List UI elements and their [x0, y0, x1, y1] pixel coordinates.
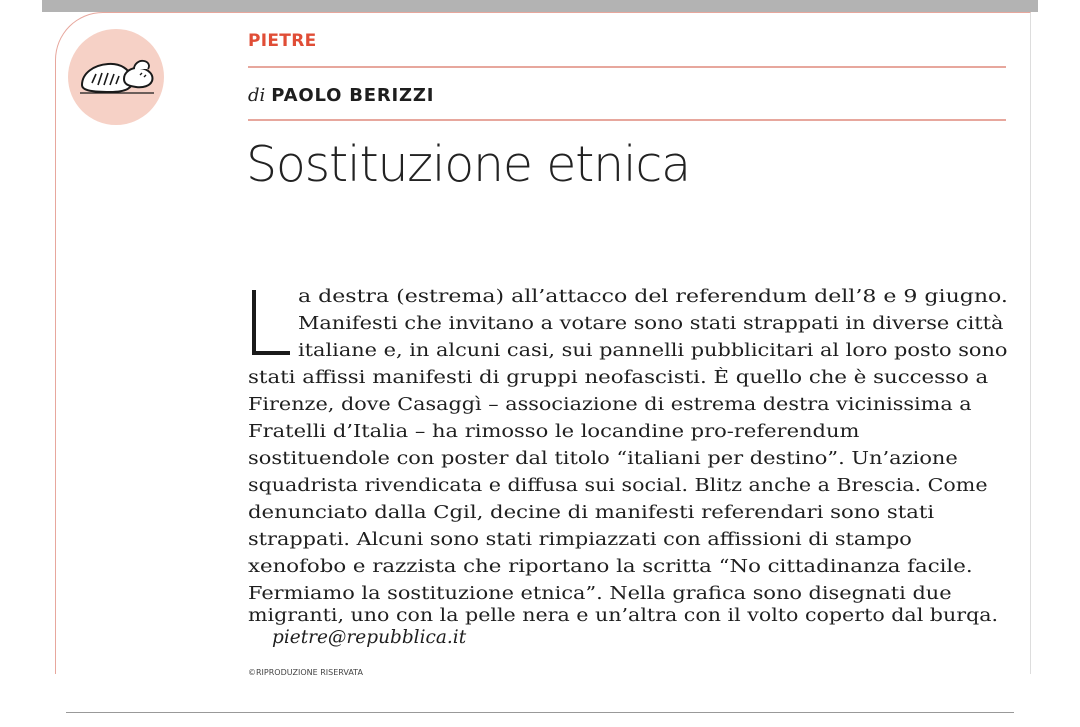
- stones-icon: [68, 29, 164, 125]
- byline-author: PAOLO BERIZZI: [271, 85, 435, 106]
- byline-divider: [248, 119, 1006, 121]
- section-rubric: PIETRE: [248, 31, 317, 51]
- body-line: Manifesti che invitano a votare sono stati strappati in diverse città: [298, 314, 1004, 334]
- copyright-notice: ©RIPRODUZIONE RISERVATA: [248, 668, 363, 677]
- byline: [248, 85, 434, 106]
- body-line: a destra (estrema) all’attacco del referendum dell’8 e 9 giugno.: [298, 287, 1008, 307]
- body-line: sostituendole con poster dal titolo “italiani per destino”. Un’azione: [248, 449, 958, 469]
- byline-prefix: di: [248, 85, 266, 106]
- top-bar: [42, 0, 1038, 12]
- body-line: denunciato dalla Cgil, decine di manifesti referendari sono stati: [248, 503, 935, 523]
- body-line: stati affissi manifesti di gruppi neofascisti. È quello che è successo a: [248, 368, 989, 388]
- body-line: Fermiamo la sostituzione etnica”. Nella grafica sono disegnati due: [248, 584, 952, 604]
- body-line: Firenze, dove Casaggì – associazione di estrema destra vicinissima a: [248, 395, 972, 415]
- bottom-divider: [66, 712, 1014, 713]
- body-line: squadrista rivendicata e diffusa sui social. Blitz anche a Brescia. Come: [248, 476, 988, 496]
- body-line: xenofobo e razzista che riportano la scritta “No cittadinanza facile.: [248, 557, 973, 577]
- rubric-divider: [248, 66, 1006, 68]
- body-line: migranti, uno con la pelle nera e un’altra con il volto coperto dal burqa.: [248, 606, 999, 626]
- body-line: strappati. Alcuni sono stati rimpiazzati con affissioni di stampo: [248, 530, 912, 550]
- body-line: italiane e, in alcuni casi, sui pannelli pubblicitari al loro posto sono: [298, 341, 1008, 361]
- headline: Sostituzione etnica: [246, 136, 690, 193]
- contact-email: pietre@repubblica.it: [272, 627, 467, 648]
- drop-cap-l: [252, 290, 290, 355]
- body-line: Fratelli d’Italia – ha rimosso le locandine pro-referendum: [248, 422, 860, 442]
